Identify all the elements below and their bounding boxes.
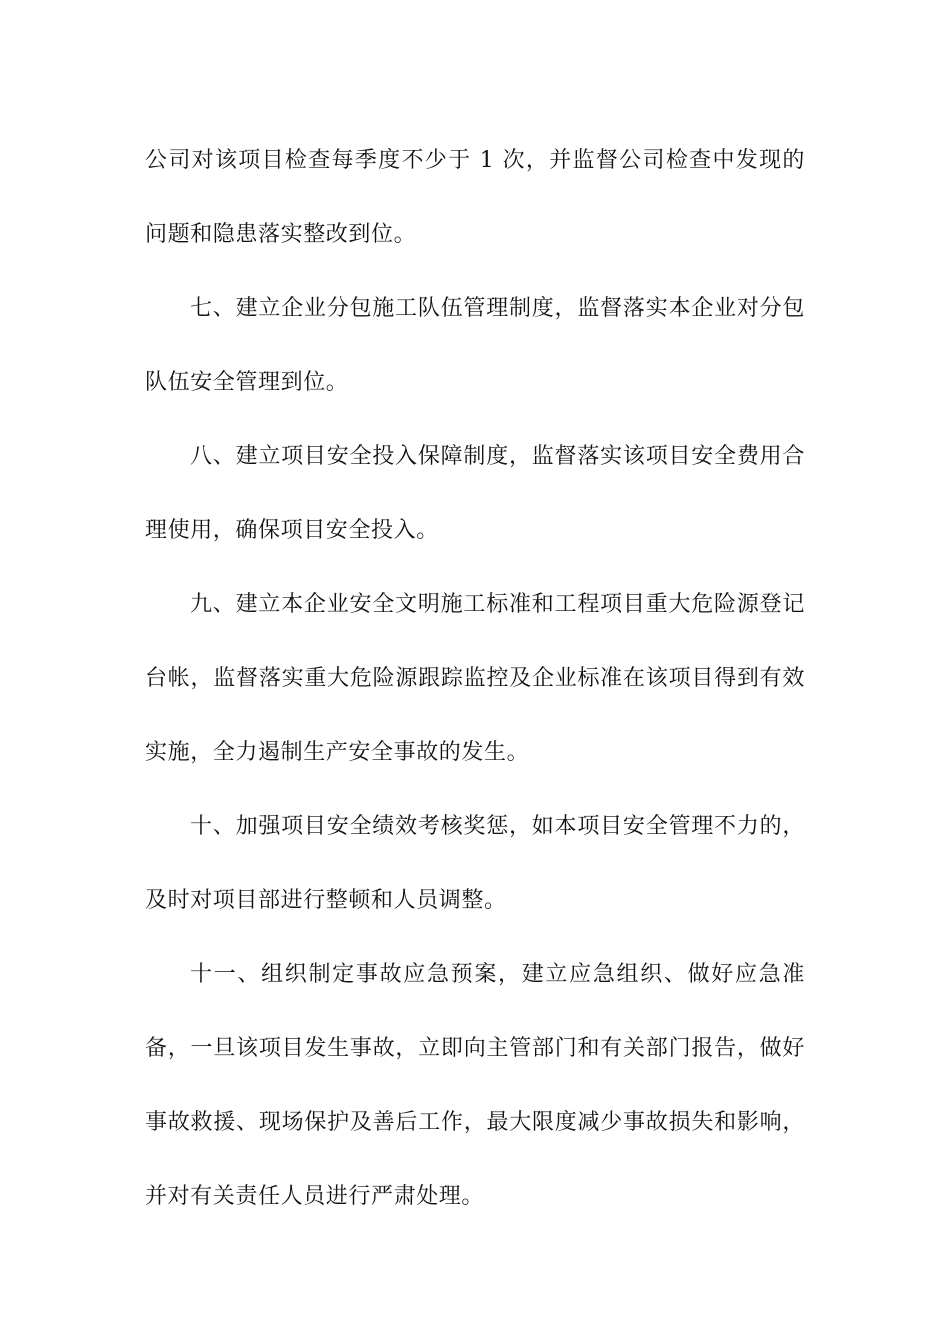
paragraph-item-7: 七、建立企业分包施工队伍管理制度，监督落实本企业对分包队伍安全管理到位。 [145, 296, 805, 395]
paragraph-item-10: 十、加强项目安全绩效考核奖惩，如本项目安全管理不力的，及时对项目部进行整顿和人员调整。 [145, 814, 805, 913]
paragraph-continued: 公司对该项目检查每季度不少于 1 次，并监督公司检查中发现的问题和隐患落实整改到位。 [145, 148, 805, 247]
paragraph-item-8: 八、建立项目安全投入保障制度，监督落实该项目安全费用合理使用，确保项目安全投入。 [145, 444, 805, 543]
paragraph-item-9: 九、建立本企业安全文明施工标准和工程项目重大危险源登记台帐，监督落实重大危险源跟踪监控及企业标准在该项目得到有效实施，全力遏制生产安全事故的发生。 [145, 592, 805, 765]
paragraph-item-11: 十一、组织制定事故应急预案，建立应急组织、做好应急准备，一旦该项目发生事故，立即向主管部门和有关部门报告，做好事故救援、现场保护及善后工作，最大限度减少事故损失和影响，并对有关责任人员进行严肃处理。 [145, 962, 805, 1209]
document-body [145, 124, 805, 1234]
